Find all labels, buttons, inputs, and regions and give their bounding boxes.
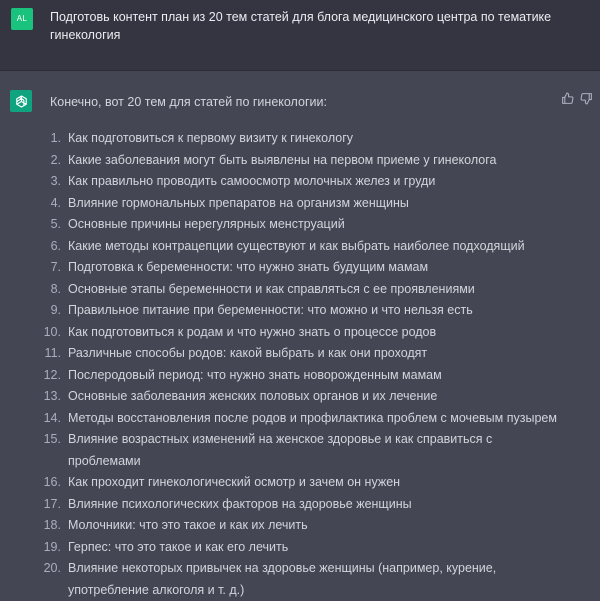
list-item-text: Различные способы родов: какой выбрать и как они проходят [68, 346, 428, 360]
list-item [32, 193, 562, 215]
list-item [32, 408, 562, 430]
user-message [0, 0, 600, 71]
list-item [32, 171, 562, 193]
list-item-number: 14. [43, 410, 61, 425]
list-item [32, 128, 562, 150]
user-message-text: Подготовь контент план из 20 тем статей для блога медицинского центра по тематике гинекология [50, 10, 552, 42]
list-item-text: Как проходит гинекологический осмотр и зачем он нужен [68, 475, 401, 489]
list-item-number: 3. [50, 174, 61, 188]
thumbs-down-icon[interactable] [579, 91, 593, 105]
assistant-message [0, 71, 600, 597]
list-item-number: 5. [50, 217, 61, 231]
list-item [32, 365, 562, 387]
list-item [32, 558, 562, 601]
list-item-text: Правильное питание при беременности: что можно и что нельзя есть [68, 303, 473, 317]
list-item-number: 17. [43, 496, 61, 511]
list-item-number: 9. [50, 303, 61, 317]
list-item [32, 537, 562, 559]
list-item-text: Какие методы контрацепции существуют и как выбрать наиболее подходящий [68, 238, 525, 253]
list-item [32, 472, 562, 494]
list-item [32, 236, 562, 258]
list-item-number: 16. [43, 475, 61, 489]
list-item-number: 6. [50, 238, 61, 253]
list-item-text: Какие заболевания могут быть выявлены на первом приеме у гинеколога [68, 152, 497, 167]
list-item [32, 386, 562, 408]
list-item-text: Как подготовиться к родам и что нужно знать о процессе родов [68, 324, 437, 339]
list-item-number: 2. [50, 152, 61, 167]
list-item [32, 150, 562, 172]
list-item-number: 18. [43, 518, 61, 532]
list-item-text: Основные заболевания женских половых органов и их лечение [68, 389, 438, 403]
list-item-text: Как подготовиться к первому визиту к гинекологу [68, 131, 354, 145]
list-item [32, 494, 562, 516]
user-avatar: AL [11, 8, 33, 30]
list-item-text: Подготовка к беременности: что нужно знать будущим мамам [68, 260, 429, 274]
list-item-text: Основные этапы беременности и как справляться с ее проявлениями [68, 281, 475, 296]
list-item-number: 10. [43, 324, 61, 339]
list-item-text: Послеродовый период: что нужно знать новорожденным мамам [68, 367, 442, 382]
list-item-text: Герпес: что это такое и как его лечить [68, 539, 289, 554]
list-item-text: Влияние возрастных изменений на женское здоровье и как справиться с проблемами [68, 432, 493, 468]
list-item-number: 20. [43, 561, 61, 575]
list-item-number: 8. [50, 281, 61, 296]
list-item-text: Методы восстановления после родов и профилактика проблем с мочевым пузырем [68, 410, 557, 425]
list-item [32, 322, 562, 344]
list-item-number: 1. [50, 131, 61, 145]
list-item [32, 300, 562, 322]
openai-logo-icon [10, 90, 32, 112]
list-item-number: 7. [50, 260, 61, 274]
list-item-number: 11. [44, 346, 61, 360]
list-item-text: Основные причины нерегулярных менструаций [68, 217, 345, 231]
list-item [32, 279, 562, 301]
topic-list [32, 128, 562, 601]
list-item-number: 19. [43, 539, 61, 554]
list-item-number: 15. [43, 432, 61, 446]
list-item [32, 257, 562, 279]
list-item-text: Влияние некоторых привычек на здоровье женщины (например, курение, употребление алкоголя и т. д.) [68, 561, 497, 597]
list-item-number: 12. [43, 367, 61, 382]
assistant-intro-text: Конечно, вот 20 тем для статей по гинекологии: [50, 95, 327, 109]
list-item-text: Влияние гормональных препаратов на организм женщины [68, 195, 409, 210]
list-item [32, 343, 562, 365]
list-item [32, 214, 562, 236]
list-item [32, 429, 562, 472]
list-item-text: Как правильно проводить самоосмотр молочных желез и груди [68, 174, 436, 188]
list-item-number: 13. [43, 389, 61, 403]
list-item-number: 4. [50, 195, 61, 210]
list-item-text: Молочники: что это такое и как их лечить [68, 518, 308, 532]
list-item [32, 515, 562, 537]
list-item-text: Влияние психологических факторов на здоровье женщины [68, 496, 412, 511]
thumbs-up-icon[interactable] [560, 91, 574, 105]
